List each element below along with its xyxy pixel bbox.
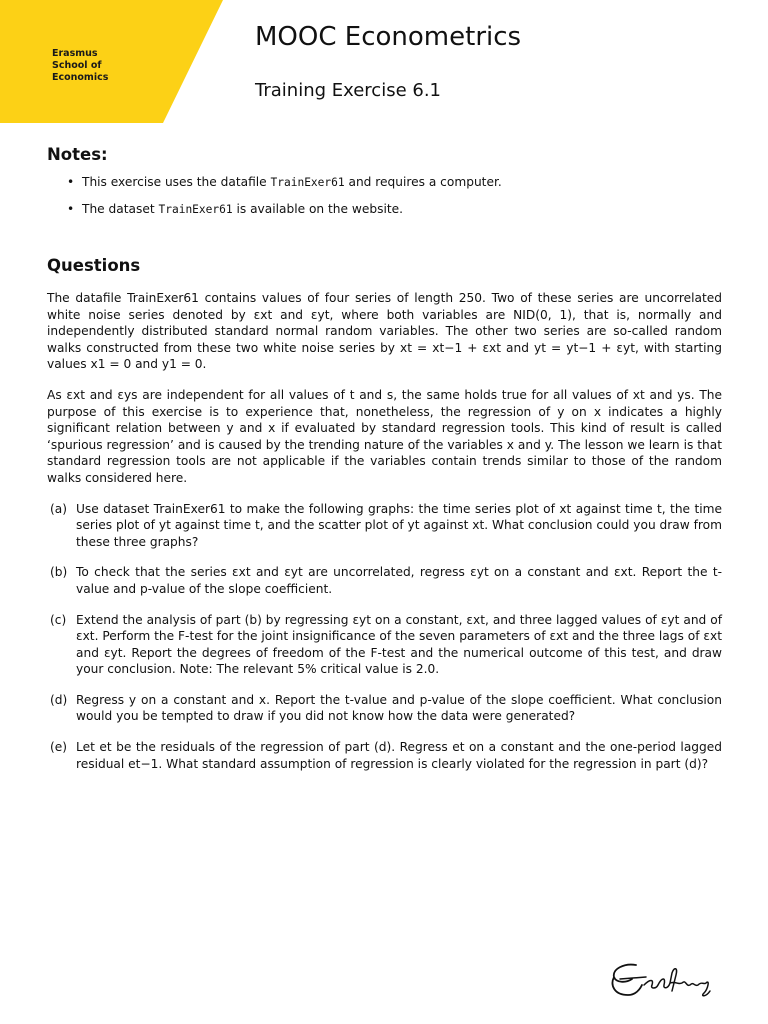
bullet-icon: •: [67, 202, 75, 216]
question-label: (a): [50, 501, 67, 516]
question-label: (d): [50, 692, 68, 707]
question-text: To check that the series εxt and εyt are uncorrelated, regress εyt on a constant and εxt. Report the t-value and p-value of the slope coefficient.: [76, 565, 722, 596]
notes-list: [47, 175, 727, 229]
logo-line-1: Erasmus: [52, 48, 98, 59]
question-item: [47, 564, 722, 597]
notes-item-pre: The dataset: [82, 202, 159, 216]
logo-line-3: Economics: [52, 72, 109, 83]
page-subtitle: Training Exercise 6.1: [255, 80, 441, 101]
question-item: [47, 612, 722, 678]
question-label: (b): [50, 565, 68, 580]
intro-paragraph: As εxt and εys are independent for all values of t and s, the same holds true for all values of xt and ys. The purpose of this exercise is to experience that, nonetheless, the regression of y on x indicates a highly significant relation between y and x if evaluated by standard regression tools. This kind of result is called ‘spurious regression’ and is caused by the trending nature of the variables x and y. The lesson we learn is that standard regression tools are not applicable if the variables contain trends similar to those of the random walks considered here.: [47, 387, 722, 485]
question-item: [47, 739, 722, 772]
notes-item-pre: This exercise uses the datafile: [82, 175, 271, 189]
notes-item-post: and requires a computer.: [344, 175, 502, 189]
question-label: (c): [50, 612, 67, 627]
logo-background: [0, 0, 230, 130]
question-text: Regress y on a constant and x. Report the t-value and p-value of the slope coefficient. What conclusion would you be tempted to draw if you did not know how the data were generated?: [76, 692, 722, 724]
erasmus-signature-logo: [606, 955, 724, 1001]
logo-line-2: School of: [52, 60, 102, 71]
question-item: [47, 692, 722, 725]
question-label: (e): [50, 740, 68, 755]
intro-paragraph: The datafile TrainExer61 contains values of four series of length 250. Two of these series are uncorrelated white noise series denoted by εxt and εyt, where both variables are NID(0, 1), that is, normally and independently distributed standard normal random variables. The other two series are so-called random walks constructed from these two white noise series by xt = xt−1 + εxt and yt = yt−1 + εyt, with starting values x1 = 0 and y1 = 0.: [47, 291, 722, 372]
bullet-icon: •: [67, 175, 75, 189]
question-text: Let et be the residuals of the regression of part (d). Regress et on a constant and the one-period lagged residual et−1. What standard assumption of regression is clearly violated for the regression in part (d)?: [76, 740, 722, 771]
question-text: Use dataset TrainExer61 to make the following graphs: the time series plot of xt against time t, the time series plot of yt against time t, and the scatter plot of yt against xt. What conclusion could you draw from these three graphs?: [76, 501, 722, 549]
notes-item-code: TrainExer61: [270, 176, 345, 189]
notes-item-code: TrainExer61: [158, 203, 233, 216]
question-item: [47, 501, 722, 551]
notes-item: [47, 175, 727, 190]
notes-item-post: is available on the website.: [232, 202, 403, 216]
questions-body: [47, 290, 722, 786]
page-title: MOOC Econometrics: [255, 22, 522, 52]
question-text: Extend the analysis of part (b) by regressing εyt on a constant, εxt, and three lagged values of εyt and of εxt. Perform the F-test for the joint insignificance of the seven parameters of εxt and the three lags of εxt and εyt. Report the degrees of freedom of the F-test and the numerical outcome of this test, and draw your conclusion. Note: The relevant 5% critical value is 2.0.: [76, 612, 722, 677]
logo: [52, 48, 108, 84]
questions-heading: Questions: [47, 256, 141, 275]
notes-heading: Notes:: [47, 145, 108, 164]
notes-item: [47, 202, 727, 217]
